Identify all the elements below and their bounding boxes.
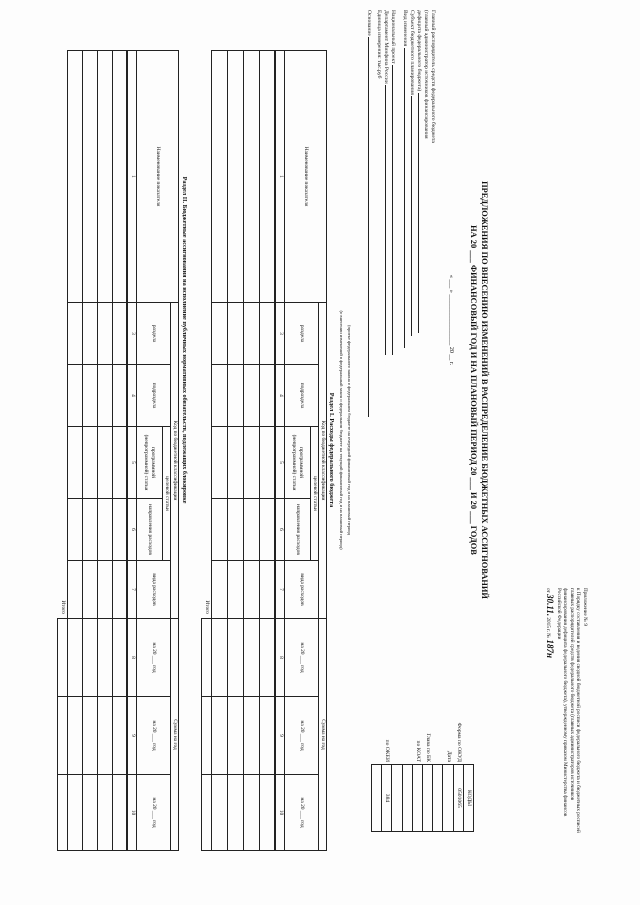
- appendix-text: к Порядку составления и ведения сводной бюджетной росписи федерального бюджета и бюджетных росписей главных распорядителей средств федерального бюджета (главных администраторов источников финансирования дефицита федерального бюджета), утвержденному приказом Министерства финансов Российской Федерации: [556, 588, 582, 833]
- s1-h-napravlenie: направления расходов: [285, 499, 311, 561]
- table-row: [228, 51, 244, 851]
- table-row: [68, 51, 83, 851]
- s1-itogo: Итого: [203, 600, 210, 615]
- field-department: Департамент Минфина России: [382, 10, 389, 480]
- s1-h-y1: на 20 ___ год: [285, 619, 319, 697]
- s1-h-name: Наименование показателя: [285, 51, 327, 303]
- s1-h-podrazdel: подраздела: [285, 365, 319, 427]
- appendix-date: от 30.11. 2015 г. № 187н: [545, 588, 556, 658]
- field-grbs-3: дефицита федерального бюджета): [415, 10, 422, 480]
- s1-h-y3: на 20 ___ год: [285, 775, 319, 851]
- glava-bk-code: [423, 765, 433, 832]
- field-subject: Субъект бюджетного планирования: [408, 10, 415, 480]
- field-grbs-2: (главный администратор источников финансирования: [423, 10, 429, 139]
- s2-h-kbk: Код по бюджетной классификации: [171, 303, 179, 619]
- s1-h-razdel: раздела: [285, 303, 319, 365]
- okud-code: 0501065: [453, 765, 463, 832]
- table-row: [83, 51, 98, 851]
- section2-table: Наименование показателя Код по бюджетной классификации Сумма на год раздела подраздела целевой статьи вида расходов на 20 ___ год на 20 ___ год на 20 ___ год программной (непрограммной) статьи направления расходов 1 3 4 5 6 7 8 9 10 Итого: [57, 50, 179, 851]
- s2-itogo: Итого: [59, 600, 66, 615]
- table-row: [244, 51, 260, 851]
- s2-h-sum: Сумма на год: [171, 619, 179, 851]
- appendix-number-handwritten: 187н: [545, 639, 556, 658]
- appendix-date-handwritten: 30.11.: [545, 594, 556, 617]
- s1-h-program: программной (непрограммной) статьи: [285, 427, 311, 499]
- s1-h-vid: вида расходов: [285, 561, 319, 619]
- section1-title: Раздел I. Расходы федерального бюджета: [328, 392, 335, 508]
- s2-h-napravlenie: направления расходов: [137, 499, 163, 561]
- s2-h-podrazdel: подраздела: [137, 365, 171, 427]
- table-row: [260, 51, 276, 851]
- section2-title: Раздел II. Бюджетные ассигнования на исполнение публичных нормативных обязательств, подлежащих блокировке: [181, 176, 188, 504]
- section1-table: Наименование показателя Код по бюджетной классификации Сумма на год раздела подраздела целевой статьи вида расходов на 20 ___ год на 20 ___ год на 20 ___ год программной (непрограммной) статьи направления расходов 1 3 4 5 6 7 8 9 10 Итого: [201, 50, 327, 851]
- s1-h-kbk: Код по бюджетной классификации: [319, 303, 327, 619]
- appendix-number: Приложение № 9: [582, 588, 588, 626]
- s1-h-celevaya: целевой статьи: [311, 427, 319, 561]
- s1-h-sum: Сумма на год: [319, 619, 327, 851]
- table-row: [113, 51, 128, 851]
- field-national-project: Национальный проект: [389, 10, 396, 480]
- s2-h-y2: на 20 ___ год: [137, 697, 171, 775]
- footnote-2: (о внесении изменений в федеральный закон о федеральном бюджете на текущий финансовый год и на плановый период): [339, 310, 344, 550]
- field-grbs: Главный распорядитель средств федерального бюджета: [430, 10, 436, 143]
- s2-h-razdel: раздела: [137, 303, 171, 365]
- date-line: « ___ » _________________ 20 __ г.: [448, 274, 454, 366]
- page-title: ПРЕДЛОЖЕНИЯ ПО ВНЕСЕНИЮ ИЗМЕНЕНИЙ В РАСПРЕДЕЛЕНИЕ БЮДЖЕТНЫХ АССИГНОВАНИЙ НА 20 ___ ФИНАНСОВЫЙ ГОД И НА ПЛАНОВЫЙ ПЕРИОД 20 ___ И 20 ___ ГОДОВ: [468, 181, 489, 599]
- s1-h-y2: на 20 ___ год: [285, 697, 319, 775]
- table-row: [212, 51, 228, 851]
- field-basis: Основание: [365, 10, 372, 480]
- date-code: [443, 765, 453, 832]
- s2-h-program: программной (непрограммной) статьи: [137, 427, 163, 499]
- s2-h-celevaya: целевой статьи: [163, 427, 171, 561]
- appendix-note: [544, 588, 588, 838]
- s2-h-y1: на 20 ___ год: [137, 619, 171, 697]
- field-unit: Единица измерения: тыс.руб: [376, 10, 382, 79]
- footnote-1: (проект федерального закона о федеральном бюджете на очередной финансовый год и на плановый период: [347, 325, 352, 535]
- field-change-type: Вид изменения: [401, 10, 408, 480]
- codes-box: КОДЫ Форма по ОКУД 0501065 Дата Глава по БК по КОАТ по ОКЕИ 384: [371, 650, 474, 840]
- koat-code: [412, 765, 422, 832]
- s2-h-y3: на 20 ___ год: [137, 775, 171, 851]
- codes-header: КОДЫ: [463, 765, 473, 832]
- okei-code: 384: [382, 765, 392, 832]
- table-row: [98, 51, 113, 851]
- s2-h-name: Наименование показателя: [137, 51, 179, 303]
- s2-h-vid: вида расходов: [137, 561, 171, 619]
